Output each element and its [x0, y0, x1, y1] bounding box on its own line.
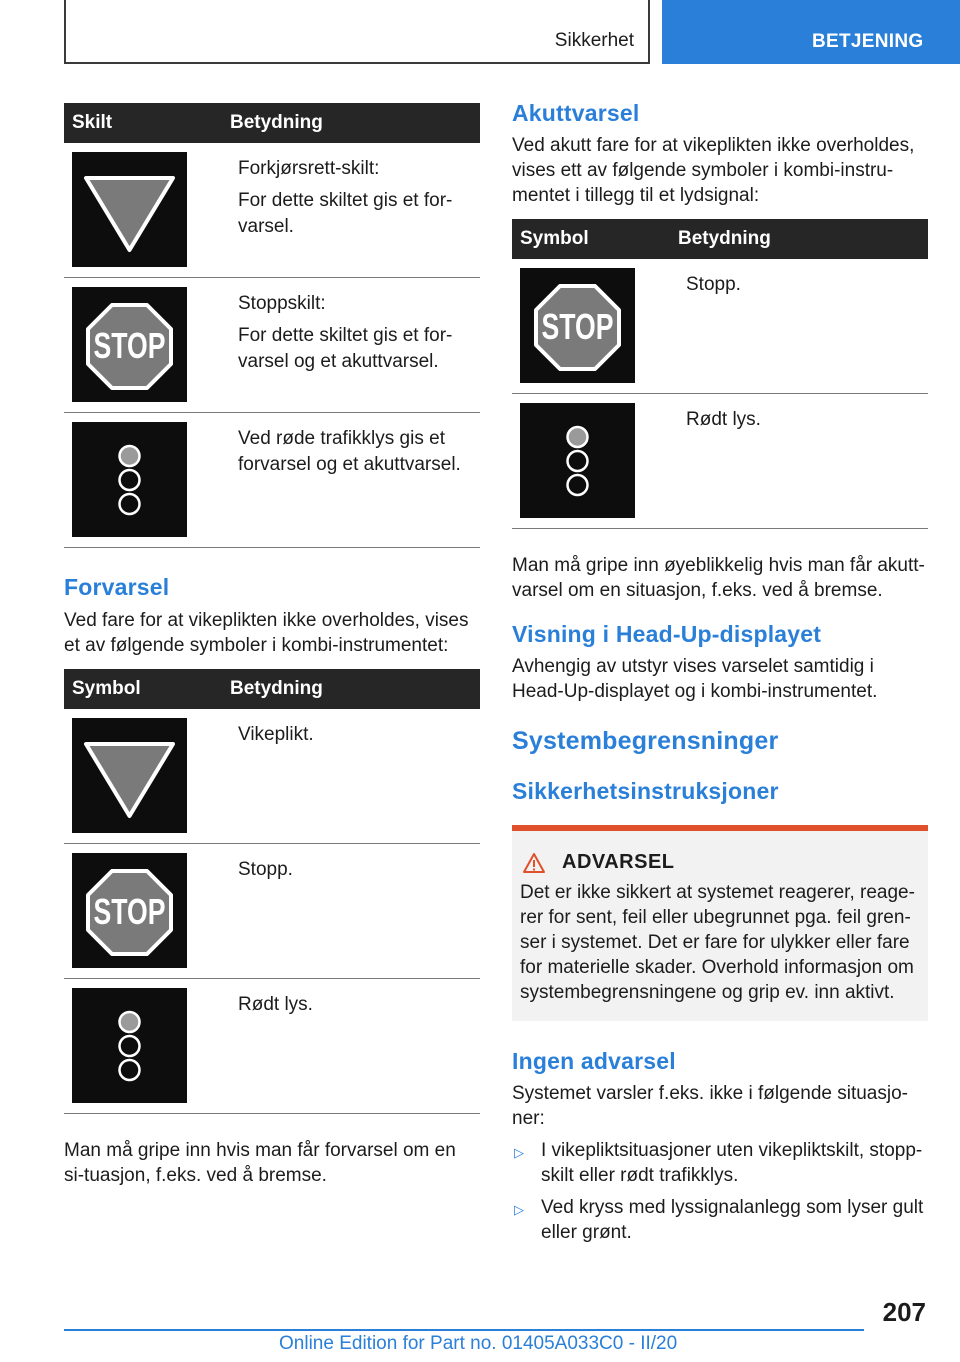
table-row	[64, 709, 480, 844]
ingen-intro: Systemet varsler f.eks. ikke i følgende situasjo-ner:	[512, 1083, 908, 1129]
table-header-cell: Betydning	[678, 219, 928, 259]
right-column	[512, 100, 928, 1245]
list-item	[512, 1195, 928, 1245]
stop-sign-icon	[72, 853, 187, 968]
warning-box	[512, 825, 928, 1021]
table-row	[64, 979, 480, 1114]
cell-text: Forkjørsrett-skilt:	[238, 158, 380, 179]
table-header-row	[64, 669, 480, 709]
cell-text: Rødt lys.	[686, 409, 761, 430]
cell-text: Stopp.	[238, 859, 293, 880]
table-header-row	[512, 219, 928, 259]
bullet-triangle-icon: ▷	[514, 1145, 524, 1160]
footer-divider	[64, 1329, 864, 1331]
akuttvarsel-after: Man må gripe inn øyeblikkelig hvis man får akutt-varsel om en situasjon, f.eks. ved å bremse.	[512, 555, 925, 601]
table-row	[64, 413, 480, 548]
forvarsel-symbol-table	[64, 669, 480, 1114]
list-item-text: I vikepliktsituasjoner uten vikepliktskilt, stopp-skilt eller rødt trafikklys.	[541, 1140, 923, 1186]
bullet-triangle-icon: ▷	[514, 1202, 524, 1217]
cell-text: Rødt lys.	[238, 994, 313, 1015]
section-heading-hud: Visning i Head-Up-displayet	[512, 621, 822, 647]
section-heading-forvarsel: Forvarsel	[64, 574, 170, 600]
cell-text: Stoppskilt:	[238, 293, 326, 314]
table-row	[64, 278, 480, 413]
table-row	[512, 394, 928, 529]
table-header-row	[64, 103, 480, 143]
forvarsel-intro: Ved fare for at vikeplikten ikke overholdes, vises et av følgende symboler i kombi-instrumentet:	[64, 610, 469, 656]
warning-title	[520, 851, 920, 874]
cell-text: For dette skiltet gis et for-varsel.	[238, 190, 453, 237]
page-number: 207	[882, 1297, 926, 1327]
table-row	[512, 259, 928, 394]
header-section-box	[64, 0, 650, 64]
yield-sign-icon	[72, 718, 187, 833]
warning-title-text: ADVARSEL	[562, 851, 675, 873]
traffic-light-icon	[520, 403, 635, 518]
table-header-cell: Symbol	[64, 669, 230, 709]
cell-text: Vikeplikt.	[238, 724, 314, 745]
akuttvarsel-intro: Ved akutt fare for at vikeplikten ikke overholdes, vises ett av følgende symboler i kombi-instru-mentet i tillegg til et lydsignal:	[512, 135, 915, 206]
header-chapter-title: BETJENING	[812, 31, 924, 52]
akuttvarsel-symbol-table	[512, 219, 928, 529]
forvarsel-after: Man må gripe inn hvis man får forvarsel om en si-tuasjon, f.eks. ved å bremse.	[64, 1140, 456, 1186]
footer-edition: Online Edition for Part no. 01405A033C0 - II/20	[279, 1333, 678, 1354]
section-heading-systembegrensninger: Systembegrensninger	[512, 727, 779, 755]
yield-sign-icon	[72, 152, 187, 267]
sign-meaning-table	[64, 103, 480, 548]
header-chapter-tab[interactable]	[662, 0, 960, 64]
stop-sign-icon	[520, 268, 635, 383]
cell-text: Stopp.	[686, 274, 741, 295]
warning-triangle-icon	[522, 852, 546, 874]
list-item	[512, 1138, 928, 1188]
section-heading-akuttvarsel: Akuttvarsel	[512, 100, 640, 126]
header-section-title: Sikkerhet	[554, 30, 634, 51]
left-column	[64, 103, 480, 1188]
subheading-sikkerhetsinstruksjoner: Sikkerhetsinstruksjoner	[512, 778, 779, 804]
list-item-text: Ved kryss med lyssignalanlegg som lyser gult eller grønt.	[541, 1197, 924, 1243]
warning-text: Det er ikke sikkert at systemet reagerer, reage-rer for sent, feil eller ubegrunnet pga. feil gren-ser i systemet. Det er fare for ulykker eller fare for materielle skader. Overhold informasjon om systembegrensningene og grip ev. inn aktivt.	[520, 882, 915, 1003]
cell-text: Ved røde trafikklys gis et forvarsel og et akuttvarsel.	[238, 428, 461, 475]
table-header-cell: Symbol	[512, 219, 678, 259]
traffic-light-icon	[72, 422, 187, 537]
table-row	[64, 844, 480, 979]
hud-text: Avhengig av utstyr vises varselet samtidig i Head-Up-displayet og i kombi-instrumentet.	[512, 656, 878, 702]
table-header-cell: Skilt	[64, 103, 230, 143]
cell-text: For dette skiltet gis et for-varsel og et akuttvarsel.	[238, 325, 453, 372]
section-heading-ingen-advarsel: Ingen advarsel	[512, 1048, 676, 1074]
table-header-cell: Betydning	[230, 669, 480, 709]
traffic-light-icon	[72, 988, 187, 1103]
table-row	[64, 143, 480, 278]
table-header-cell: Betydning	[230, 103, 480, 143]
stop-sign-icon	[72, 287, 187, 402]
